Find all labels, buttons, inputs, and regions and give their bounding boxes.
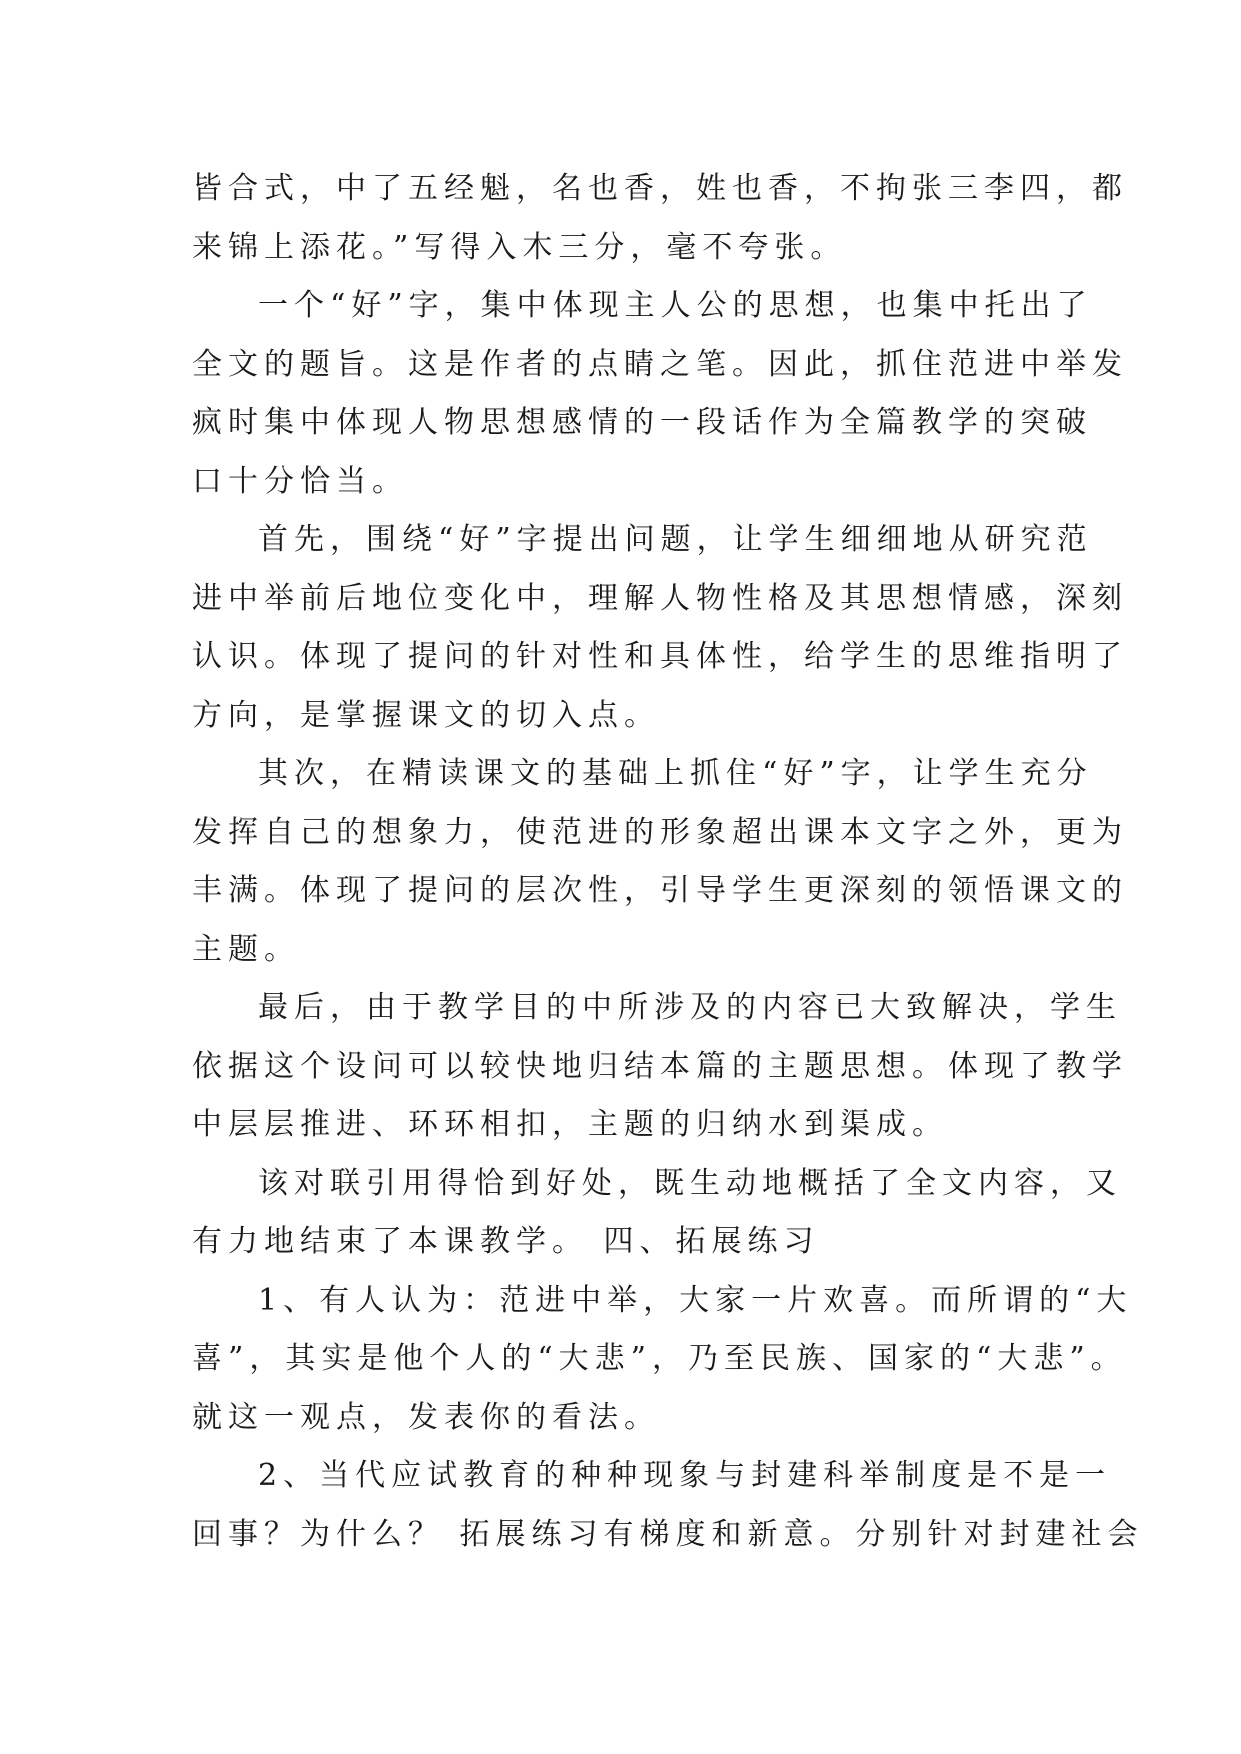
text-line: 主题。 [192, 931, 300, 967]
text-line: 最后，由于教学目的中所涉及的内容已大致解决，学生 [258, 990, 1122, 1025]
text-line: 其次，在精读课文的基础上抓住“好”字，让学生充分 [258, 756, 1093, 791]
text-line: 认识。体现了提问的针对性和具体性，给学生的思维指明了 [192, 639, 1128, 674]
text-line: 中层层推进、环环相扣，主题的归纳水到渠成。 [192, 1107, 948, 1142]
document-body [192, 160, 1144, 1564]
text-line: 2、当代应试教育的种种现象与封建科举制度是不是一 [258, 1458, 1112, 1493]
text-line: 全文的题旨。这是作者的点睛之笔。因此，抓住范进中举发 [192, 346, 1128, 382]
text-line: 就这一观点，发表你的看法。 [192, 1399, 660, 1435]
text-line: 喜”，其实是他个人的“大悲”，乃至民族、国家的“大悲”。 [192, 1341, 1127, 1376]
text-line: 进中举前后地位变化中，理解人物性格及其思想情感，深刻 [192, 580, 1128, 616]
text-line: 口十分恰当。 [192, 463, 408, 499]
text-line: 1、有人认为：范进中举，大家一片欢喜。而所谓的“大 [258, 1282, 1133, 1318]
text-line: 回事？为什么？ 拓展练习有梯度和新意。分别针对封建社会 [192, 1516, 1144, 1552]
text-line: 该对联引用得恰到好处，既生动地概括了全文内容，又 [258, 1165, 1122, 1201]
text-line: 依据这个设问可以较快地归结本篇的主题思想。体现了教学 [192, 1048, 1128, 1084]
text-line: 有力地结束了本课教学。 四、拓展练习 [192, 1224, 820, 1259]
text-line: 首先，围绕“好”字提出问题，让学生细细地从研究范 [258, 522, 1093, 557]
text-line: 疯时集中体现人物思想感情的一段话作为全篇教学的突破 [192, 405, 1092, 440]
text-line: 皆合式，中了五经魁，名也香，姓也香，不拘张三李四，都 [192, 171, 1128, 206]
text-line: 方向，是掌握课文的切入点。 [192, 697, 660, 733]
text-line: 来锦上添花。”写得入木三分，毫不夸张。 [192, 229, 847, 265]
text-line: 丰满。体现了提问的层次性，引导学生更深刻的领悟课文的 [192, 873, 1128, 908]
text-line: 一个“好”字，集中体现主人公的思想，也集中托出了 [258, 288, 1093, 323]
text-line: 发挥自己的想象力，使范进的形象超出课本文字之外，更为 [192, 814, 1128, 850]
